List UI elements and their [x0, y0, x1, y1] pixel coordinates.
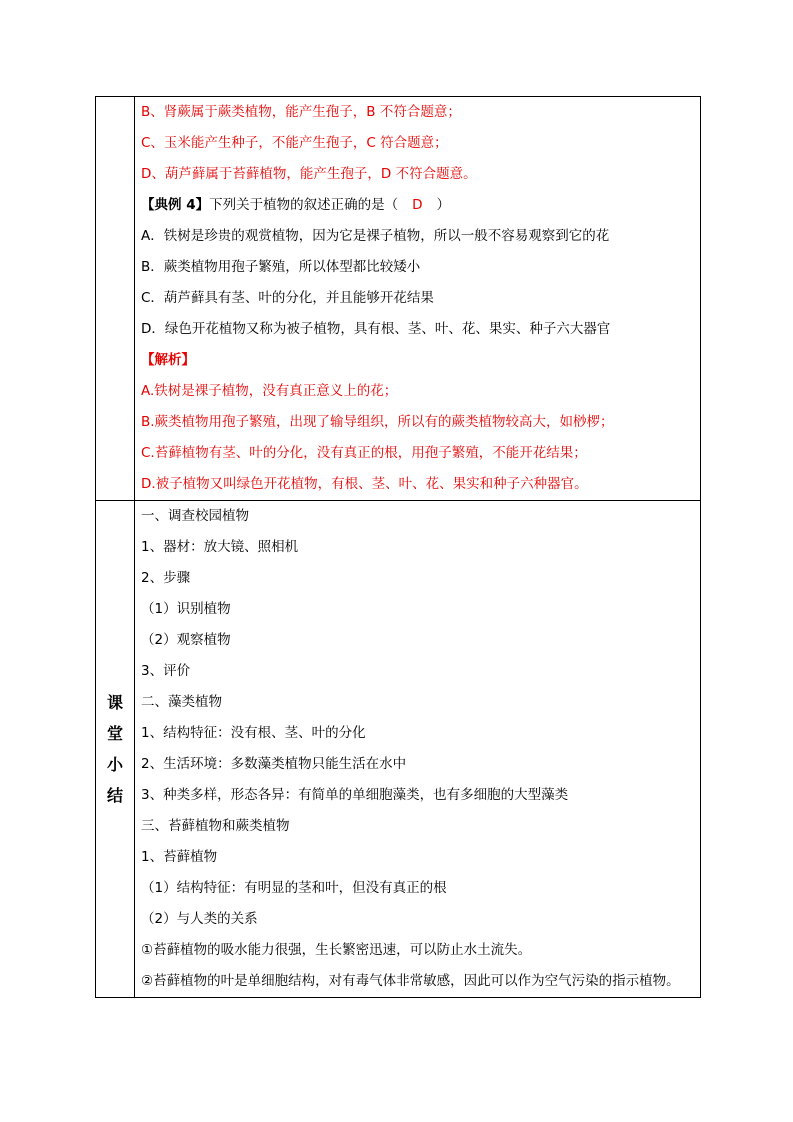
option-b: B．蕨类植物用孢子繁殖，所以体型都比较矮小 — [141, 259, 421, 275]
analysis-line: C、玉米能产生种子，不能产生孢子，C 符合题意； — [141, 135, 448, 151]
analysis-line: B、肾蕨属于蕨类植物，能产生孢子，B 不符合题意； — [141, 104, 461, 120]
example-answer: D — [412, 197, 423, 213]
table-row-summary — [96, 501, 701, 998]
summary-line: （2）观察植物 — [141, 632, 231, 648]
option-a: A．铁树是珍贵的观赏植物，因为它是裸子植物，所以一般不容易观察到它的花 — [141, 228, 610, 244]
example-question — [141, 190, 700, 221]
example-close: ） — [436, 197, 450, 213]
analysis-title: 【解析】 — [141, 352, 195, 368]
summary-line: 2、生活环境：多数藻类植物只能生活在水中 — [141, 756, 407, 772]
example-label: 【典例 4】 — [141, 197, 210, 213]
table-row-example — [96, 97, 701, 501]
empty-label-cell — [96, 97, 135, 501]
summary-line: 1、结构特征：没有根、茎、叶的分化 — [141, 725, 366, 741]
summary-line: 3、种类多样，形态各异：有简单的单细胞藻类，也有多细胞的大型藻类 — [141, 787, 569, 803]
summary-line: （2）与人类的关系 — [141, 911, 258, 927]
summary-line: 一、调查校园植物 — [141, 508, 249, 524]
summary-line: 3、评价 — [141, 663, 191, 679]
analysis-line: D、葫芦藓属于苔藓植物，能产生孢子，D 不符合题意。 — [141, 166, 477, 182]
summary-content-cell — [135, 501, 701, 998]
summary-line: ②苔藓植物的叶是单细胞结构，对有毒气体非常敏感，因此可以作为空气污染的指示植物。 — [141, 973, 680, 989]
example-question-text: 下列关于植物的叙述正确的是（ — [209, 197, 399, 213]
summary-line: ①苔藓植物的吸水能力很强，生长繁密迅速，可以防止水土流失。 — [141, 942, 532, 958]
summary-line: 三、苔藓植物和蕨类植物 — [141, 818, 290, 834]
summary-line: （1）识别植物 — [141, 601, 231, 617]
summary-label: 课 堂 小 结 — [106, 693, 123, 805]
option-c: C．葫芦藓具有茎、叶的分化，并且能够开花结果 — [141, 290, 434, 306]
analysis2-line: D.被子植物又叫绿色开花植物，有根、茎、叶、花、果实和种子六种器官。 — [141, 476, 588, 492]
option-d: D．绿色开花植物又称为被子植物，具有根、茎、叶、花、果实、种子六大器官 — [141, 321, 611, 337]
content-table — [95, 96, 701, 998]
analysis2-line: A.铁树是裸子植物，没有真正意义上的花； — [141, 383, 398, 399]
summary-line: 1、器材：放大镜、照相机 — [141, 539, 299, 555]
summary-line: （1）结构特征：有明显的茎和叶，但没有真正的根 — [141, 880, 447, 896]
summary-line: 2、步骤 — [141, 570, 191, 586]
summary-line: 二、藻类植物 — [141, 694, 222, 710]
summary-label-cell — [96, 501, 135, 998]
analysis2-line: C.苔藓植物有茎、叶的分化，没有真正的根，用孢子繁殖，不能开花结果； — [141, 445, 587, 461]
example-content-cell — [135, 97, 701, 501]
summary-line: 1、苔藓植物 — [141, 849, 218, 865]
analysis2-line: B.蕨类植物用孢子繁殖，出现了输导组织，所以有的蕨类植物较高大，如桫椤； — [141, 414, 614, 430]
